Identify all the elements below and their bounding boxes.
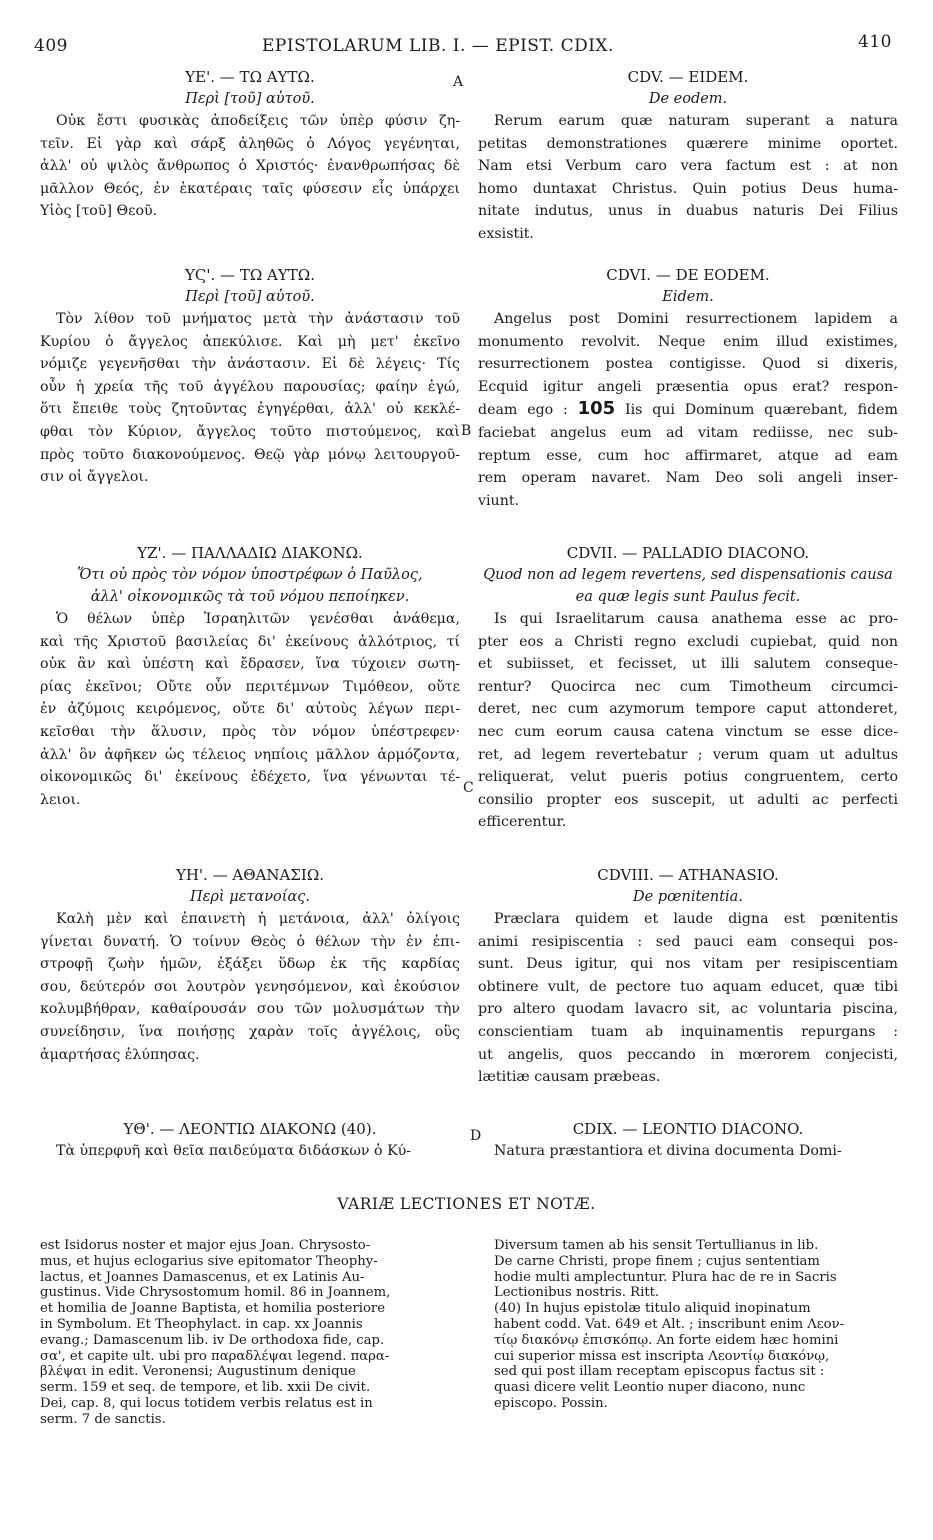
margin-letter-c: C <box>463 780 474 796</box>
note-line: lactus, et Joannes Damascenus, et ex Latinis Au- <box>40 1269 365 1285</box>
text-line: faciebat angelus eum ad vitam rediisse, nec sub- <box>478 424 898 441</box>
text-line: Ecquid igitur angeli præsentia opus erat? respon- <box>478 378 898 395</box>
text-line: monumento revolvit. Neque enim illud existimes, <box>478 333 898 350</box>
note-line: (40) In hujus epistolæ titulo aliquid inopinatum <box>494 1301 811 1317</box>
section-heading: CDV. — EIDEM. <box>627 68 749 86</box>
text-line: Οὐκ ἔστι φυσικὰς ἀποδείξεις τῶν ὑπὲρ φύσιν ζη- <box>56 113 460 129</box>
note-line: sed qui post illam receptam episcopus factus sit : <box>494 1364 825 1380</box>
text-line: συνείδησιν, ἵνα ποιήσῃς χαρὰν τοῖς ἀγγέλοις, οὓς <box>40 1023 460 1040</box>
section-heading: ΥϚ'. — ΤΩ ΑΥΤΩ. <box>185 266 315 284</box>
greek-section <box>40 264 460 489</box>
section-heading: ΥΘ'. — ΛΕΟΝΤΙΩ ΔΙΑΚΟΝΩ (40). <box>123 1120 377 1138</box>
text-line: reliquerat, velut pueris potius congruentem, certo <box>478 769 898 786</box>
text-line: deret, nec cum azymorum tempore caput attonderet, <box>478 701 898 718</box>
text-line: πρὸς τοῦτο διακονούμενος. Θεῷ γὰρ μόνῳ λειτουργοῦ- <box>40 446 460 463</box>
text-line: resurrectionem postea contigisse. Quod si dixeris, <box>478 356 898 373</box>
text-line: Υἱὸς [τοῦ] Θεοῦ. <box>40 203 158 220</box>
section-heading: ΥΖ'. — ΠΑΛΛΑΔΙΩ ΔΙΑΚΟΝΩ. <box>137 544 363 562</box>
text-line: Angelus post Domini resurrectionem lapidem a <box>494 311 898 327</box>
section-subtitle: Eidem. <box>662 289 714 305</box>
text-line: pter eos a Christi regno excludi cupiebat, quid non <box>478 633 898 650</box>
text-line: petitas demonstrationes quærere minime oportet. <box>478 135 898 152</box>
section-subtitle: ea quæ legis sunt Paulus fecit. <box>575 589 801 605</box>
text-line: οὖν ἡ χρεία τῆς τοῦ ἀγγέλου παρουσίας; φαίην ἐγώ, <box>40 378 460 395</box>
note-line: De carne Christi, prope finem ; cujus sententiam <box>494 1253 820 1269</box>
text-line: conscientiam tuam ab inquinamentis repurgans : <box>478 1023 898 1040</box>
note-line: habent codd. Vat. 649 et Alt. ; inscribunt enim Λεον- <box>494 1316 845 1332</box>
text-line: ut angelis, quos peccando in mœrorem conjecisti, <box>478 1046 898 1063</box>
section-subtitle: Περὶ [τοῦ] αὐτοῦ. <box>185 289 315 305</box>
greek-section <box>40 1118 460 1163</box>
text-line: Καλὴ μὲν καὶ ἐπαινετὴ ἡ μετάνοια, ἀλλ' ὀλίγοις <box>56 911 460 927</box>
section-subtitle: Περὶ μετανοίας. <box>189 889 310 905</box>
note-line: evang.; Damascenum lib. iv De orthodoxa fide, cap. <box>40 1332 385 1348</box>
text-line: homo duntaxat Christus. Quin potius Deus huma- <box>478 180 898 197</box>
latin-section <box>478 542 898 834</box>
text-line: et subiisset, et fecisset, ut illi salutem conseque- <box>478 656 898 673</box>
text-line: nitate indutus, unus in duabus naturis Dei Filius <box>478 203 898 220</box>
running-title: EPISTOLARUM LIB. I. — EPIST. CDIX. <box>262 36 614 56</box>
note-line: episcopo. Possin. <box>494 1395 608 1411</box>
text-line: Nam etsi Verbum caro vera factum est : at non <box>478 158 898 175</box>
text-line: lætitiæ causam præbeas. <box>478 1069 661 1086</box>
notes-right-column <box>494 1238 894 1412</box>
note-line: σα', et capite ult. ubi pro παραδλέψαι legend. παρα- <box>40 1348 390 1364</box>
text-line: pro altero quodam lavacro sit, ac voluntaria piscina, <box>478 1001 898 1018</box>
latin-section <box>478 264 898 512</box>
note-line: βλέψαι in edit. Veronensi; Augustinum denique <box>40 1364 356 1380</box>
section-heading: CDVII. — PALLADIO DIACONO. <box>566 544 810 562</box>
text-line: Τὸν λίθον τοῦ μνήματος μετὰ τὴν ἀνάστασιν τοῦ <box>56 311 460 327</box>
section-heading: CDVI. — DE EODEM. <box>606 266 770 284</box>
greek-section <box>40 542 460 811</box>
text-line: μᾶλλον Θεός, ἐν ἑκατέραις ταῖς φύσεσιν εἷς ὑπάρχει <box>40 180 460 197</box>
text-line: ret, ad legem revertebatur ; verum quam ut adultus <box>478 746 898 763</box>
section-heading: ΥΕ'. — ΤΩ ΑΥΤΩ. <box>185 68 315 86</box>
section-subtitle: Ὅτι οὐ πρὸς τὸν νόμον ὑποστρέφων ὁ Παῦλος, <box>77 567 423 583</box>
text-line: exsistit. <box>478 225 534 242</box>
note-line: hodie multi amplectuntur. Plura hac de re in Sacris <box>494 1269 837 1285</box>
text-line: obtinere vult, de pectore tuo aquam educet, quæ tibi <box>478 978 898 995</box>
section-heading: CDIX. — LEONTIO DIACONO. <box>572 1120 804 1138</box>
note-line: gustinus. Vide Chrysostomum homil. 86 in Joannem, <box>40 1285 391 1301</box>
note-line: Lectionibus nostris. Ritt. <box>494 1285 660 1301</box>
note-line: τίῳ διακόνῳ ἐπισκόπῳ. An forte eidem hæc homini <box>494 1332 839 1348</box>
text-line: σου, δεύτερόν σοι λουτρὸν γενησόμενον, καὶ ἑκούσιον <box>40 978 460 995</box>
text-line: deam ego : 105 Iis qui Dominum quærebant, fidem <box>478 398 898 420</box>
notes-left-column <box>40 1238 458 1428</box>
page-number-right: 410 <box>858 32 892 52</box>
text-line: Rerum earum quæ naturam superant a natura <box>494 113 898 129</box>
text-line: sunt. Deus igitur, qui nos vitam per resipiscentiam <box>478 956 898 973</box>
text-line: viunt. <box>478 492 520 509</box>
latin-section <box>478 1118 898 1163</box>
text-line: Præclara quidem et laude digna est pœnitentis <box>494 911 898 927</box>
page-number-left: 409 <box>34 36 68 56</box>
note-line: Dei, cap. 8, qui locus totidem verbis relatus est in <box>40 1395 373 1411</box>
text-line: οὐκ ἂν καὶ ὑπέστη καὶ ἔδρασεν, ἵνα τύχοιεν σωτη- <box>40 656 460 673</box>
note-line: in Symbolum. Et Theophylact. in cap. xx Joannis <box>40 1316 363 1332</box>
text-line: Ὁ θέλων ὑπὲρ Ἰσραηλιτῶν γενέσθαι ἀνάθεμα, <box>56 611 460 627</box>
text-line: σιν οἱ ἄγγελοι. <box>40 469 149 486</box>
text-line: τεῖν. Εἰ γὰρ καὶ σάρξ ἀληθῶς ὁ Λόγος γεγένηται, <box>40 135 460 152</box>
text-line: λειοι. <box>40 791 81 808</box>
section-heading: CDVIII. — ATHANASIO. <box>597 866 779 884</box>
section-subtitle: Quod non ad legem revertens, sed dispensationis causa <box>483 567 893 583</box>
text-line: Κυρίου ὁ ἄγγελος ἀπεκύλισε. Καὶ μὴ μετ' ἐκεῖνο <box>40 333 460 350</box>
text-line: ὅτι ἔπειθε τοὺς ζητοῦντας ἐγηγέρθαι, ἀλλ' οὐ κεκλέ- <box>40 401 460 418</box>
greek-section <box>40 66 460 223</box>
text-line: στροφῇ ζωὴν ἡμῶν, ἐξάξει ὕδωρ ἐκ τῆς καρδίας <box>40 956 460 973</box>
text-line: γίνεται δυνατή. Ὁ τοίνυν Θεὸς ὁ θέλων τὴν ἐν ἐπι- <box>40 933 460 950</box>
section-subtitle: De eodem. <box>648 91 728 107</box>
text-line: consilio propter eos suscepit, ut adulti ac perfecti <box>478 791 898 808</box>
note-line: et homilia de Joanne Baptista, et homilia posteriore <box>40 1301 386 1317</box>
note-line: quasi dicere velit Leontio nuper diacono, nunc <box>494 1380 806 1396</box>
section-subtitle: ἀλλ' οἰκονομικῶς τὰ τοῦ νόμου πεποίηκεν. <box>90 589 410 605</box>
text-line: φθαι τὸν Κύριον, ἄγγελος τοῦτο πιστούμενος, καὶ <box>40 423 460 440</box>
text-line: Τὰ ὑπερφυῆ καὶ θεῖα παιδεύματα διδάσκων ὁ Κύ- <box>56 1143 412 1159</box>
text-line: nec cum eorum causa catena vinctum se esse dice- <box>478 723 898 740</box>
note-line: cui superior missa est inscripta Λεοντίῳ διακόνῳ, <box>494 1348 830 1364</box>
margin-letter-b: B <box>461 423 472 439</box>
text-line: οἰκονομικῶς δι' ἐκείνους ἐδέχετο, ἵνα γένωνται τέ- <box>40 769 460 786</box>
text-line: rem operam navaret. Nam Deo soli angeli inser- <box>478 470 898 487</box>
notes-heading: VARIÆ LECTIONES ET NOTÆ. <box>337 1195 596 1213</box>
note-line: Diversum tamen ab his sensit Tertullianus in lib. <box>494 1238 819 1253</box>
text-line: ἀλλ' ὃν ἀφῆκεν ὡς τέλειος νηπίοις μᾶλλον ἁρμόζοντα, <box>40 746 460 763</box>
section-heading: ΥΗ'. — ΑΘΑΝΑΣΙΩ. <box>175 866 325 884</box>
margin-letter-a: A <box>453 74 464 90</box>
note-line: serm. 159 et seq. de tempore, et lib. xxii De civit. <box>40 1380 371 1396</box>
text-line: κεῖσθαι τὴν ἅλυσιν, πρὸς τὸν νόμον ὑπέστρεφεν· <box>40 723 460 740</box>
text-line: κολυμβήθραν, καθαίρουσάν σου τῶν μολυσμάτων τὴν <box>40 1001 460 1018</box>
section-subtitle: Περὶ [τοῦ] αὐτοῦ. <box>185 91 315 107</box>
latin-section <box>478 864 898 1089</box>
note-line: serm. 7 de sanctis. <box>40 1411 166 1427</box>
note-line: est Isidorus noster et major ejus Joan. Chrysosto- <box>40 1238 371 1253</box>
text-line: animi resipiscentia : sed pauci eam consequi pos- <box>478 933 898 950</box>
text-line: καὶ τῆς Χριστοῦ βασιλείας δι' ἐκείνους ἀλλότριος, τί <box>40 633 460 650</box>
margin-letter-d: D <box>470 1128 482 1144</box>
text-line: ἐν ἀζύμοις κειρόμενος, οὔτε δι' αὐτοὺς λέγων περι- <box>40 701 460 718</box>
text-line: ἀλλ' οὐ ψιλὸς ἄνθρωπος ὁ Χριστός· ἐνανθρωπήσας δὲ <box>40 158 460 175</box>
text-line: ἁμαρτήσας ἐλύπησας. <box>40 1046 200 1063</box>
note-line: mus, et hujus eclogarius sive epitomator Theophy- <box>40 1253 378 1269</box>
text-line: Is qui Israelitarum causa anathema esse ac pro- <box>494 611 898 627</box>
text-line: ρίας ἐκεῖνοι; Οὔτε οὖν περιτέμνων Τιμόθεον, οὔτε <box>40 678 460 695</box>
text-line: Natura præstantiora et divina documenta Domi- <box>494 1143 842 1159</box>
greek-section <box>40 864 460 1066</box>
latin-section <box>478 66 898 246</box>
text-line: rentur? Quocirca nec cum Timotheum circumci- <box>478 678 898 695</box>
section-subtitle: De pœnitentia. <box>633 889 743 905</box>
text-line: reptum esse, cum hoc affirmaret, atque ad eam <box>478 447 898 464</box>
column-marker-number: 105 <box>577 398 616 420</box>
text-line: νόμιζε γεγενῆσθαι τὴν ἀνάστασιν. Εἰ δὲ λέγεις· Τίς <box>40 356 460 373</box>
text-line: efficerentur. <box>478 814 567 831</box>
